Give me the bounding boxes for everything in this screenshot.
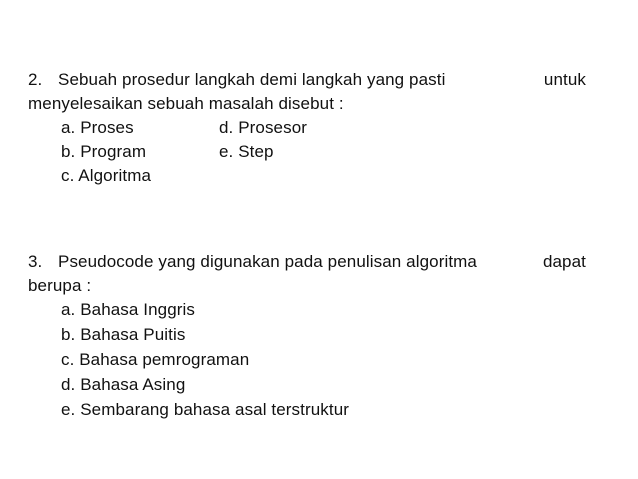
question-stem-line [28,250,608,274]
option-row [61,164,608,188]
question-stem-text: Pseudocode yang digunakan pada penulisan algoritma [58,252,477,271]
question-3 [28,250,608,423]
option-a: a. Bahasa Inggris [61,300,196,319]
answer-options [28,116,608,188]
question-stem-line [28,68,608,92]
option-c: c. Bahasa pemrograman [61,350,250,369]
question-number: 2. [28,70,43,89]
option-d: d. Prosesor [219,118,308,137]
option-row [61,140,608,164]
question-stem-end: untuk [543,70,586,89]
option-e: e. Step [219,142,274,161]
question-number: 3. [28,252,43,271]
option-a: a. Proses [61,118,134,137]
option-b: b. Bahasa Puitis [61,325,186,344]
question-2 [28,68,608,188]
question-stem-end: dapat [542,252,586,271]
answer-options [28,298,608,423]
question-stem-text: Sebuah prosedur langkah demi langkah yang pasti [58,70,446,89]
question-stem-continuation: menyelesaikan sebuah masalah disebut : [28,94,344,113]
option-row [61,116,608,140]
option-c: c. Algoritma [61,166,152,185]
option-b: b. Program [61,142,147,161]
option-d: d. Bahasa Asing [61,375,186,394]
option-e: e. Sembarang bahasa asal terstruktur [61,400,350,419]
question-stem-continuation: berupa : [28,276,92,295]
